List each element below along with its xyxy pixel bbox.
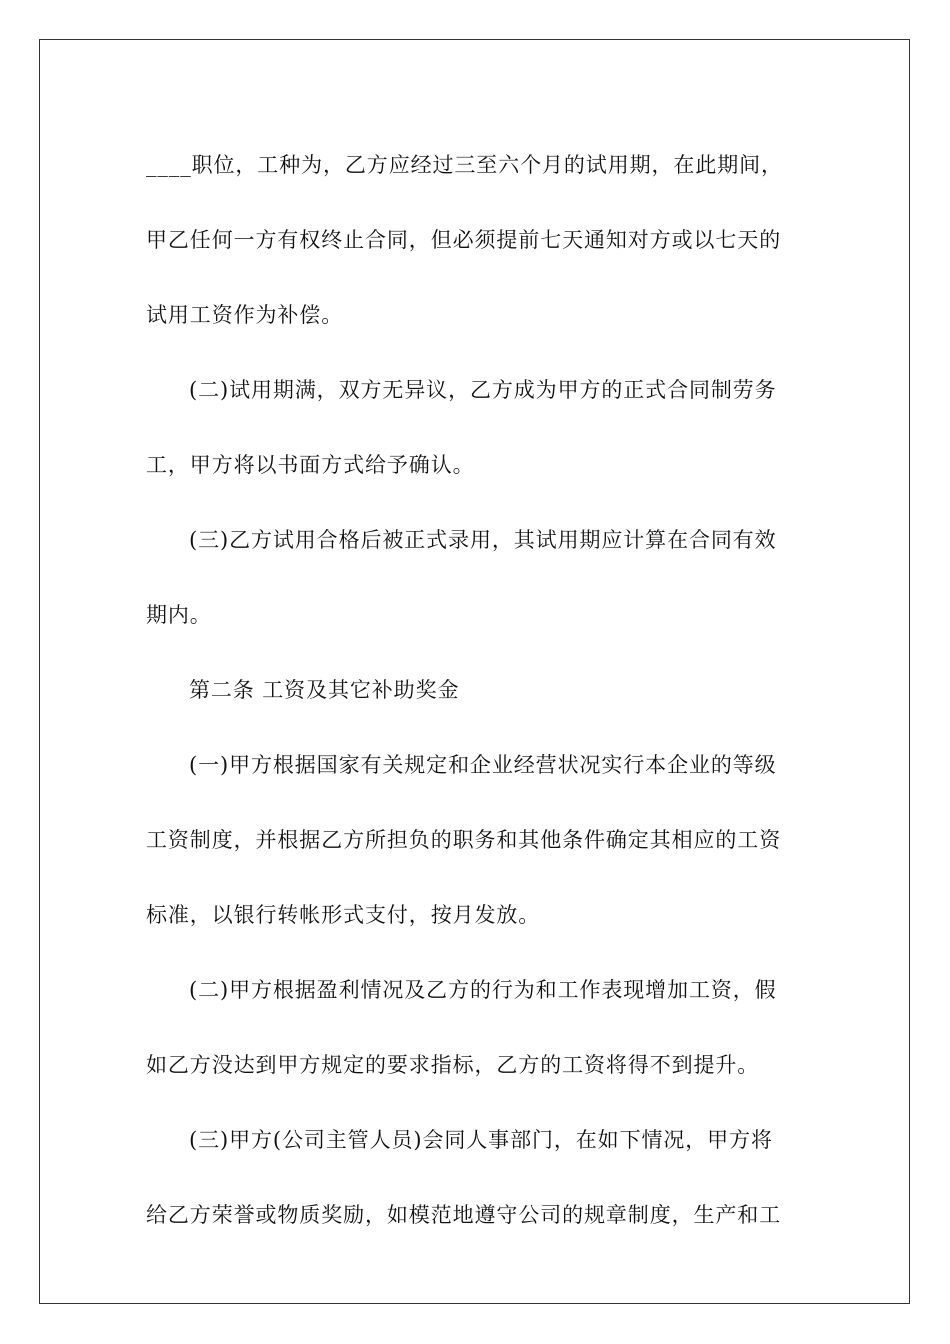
- paragraph-rewards: (三)甲方(公司主管人员)会同人事部门，在如下情况，甲方将给乙方荣誉或物质奖励，如模范地遵守公司的规章制度，生产和工: [146, 1128, 782, 1227]
- paragraph-probation-period: ____职位，工种为，乙方应经过三至六个月的试用期，在此期间，甲乙任何一方有权终止合同，但必须提前七天通知对方或以七天的试用工资作为补偿。: [146, 153, 783, 327]
- document-body: [146, 128, 794, 1253]
- paragraph-probation-end: (二)试用期满，双方无异议，乙方成为甲方的正式合同制劳务工，甲方将以书面方式给予确认。: [146, 378, 777, 477]
- paragraph-probation-counted: (三)乙方试用合格后被正式录用，其试用期应计算在合同有效期内。: [146, 528, 777, 627]
- article-heading-wages: 第二条 工资及其它补助奖金: [189, 678, 460, 702]
- paragraph-wage-system: (一)甲方根据国家有关规定和企业经营状况实行本企业的等级工资制度，并根据乙方所担负的职务和其他条件确定其相应的工资标准，以银行转帐形式支付，按月发放。: [146, 753, 782, 927]
- paragraph-wage-increase: (二)甲方根据盈利情况及乙方的行为和工作表现增加工资，假如乙方没达到甲方规定的要求指标，乙方的工资将得不到提升。: [146, 978, 777, 1077]
